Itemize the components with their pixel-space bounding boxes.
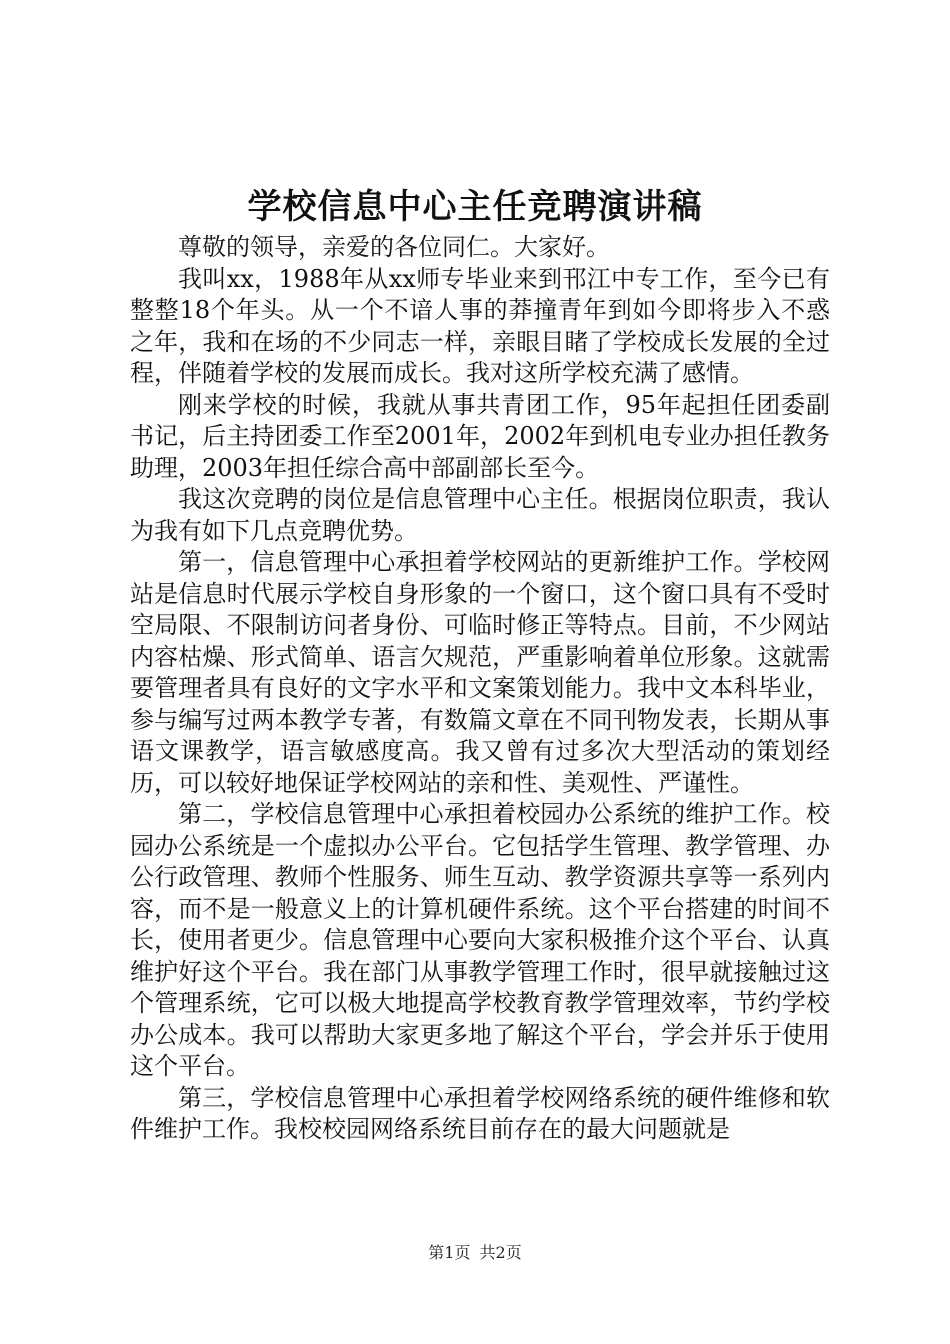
page-number: 第1页 <box>428 1243 471 1262</box>
paragraph-introduction: 我叫xx，1988年从xx师专毕业来到邗江中专工作，至今已有整整18个年头。从一个不谙人事的莽撞青年到如今即将步入不惑之年，我和在场的不少同志一样，亲眼目睹了学校成长发展的全过程，伴随着学校的发展而成长。我对这所学校充满了感情。 <box>130 264 830 387</box>
paragraph-greeting: 尊敬的领导，亲爱的各位同仁。大家好。 <box>178 233 610 261</box>
paragraph-advantage-1: 第一，信息管理中心承担着学校网站的更新维护工作。学校网站是信息时代展示学校自身形象的一个窗口，这个窗口具有不受时空局限、不限制访问者身份、可临时修正等特点。目前，不少网站内容枯燥、形式简单、语言欠规范，严重影响着单位形象。这就需要管理者具有良好的文字水平和文案策划能力。我中文本科毕业，参与编写过两本教学专著，有数篇文章在不同刊物发表，长期从事语文课教学，语言敏感度高。我又曾有过多次大型活动的策划经历，可以较好地保证学校网站的亲和性、美观性、严谨性。 <box>130 548 830 797</box>
page-footer <box>0 1243 950 1263</box>
paragraph-work-history: 刚来学校的时候，我就从事共青团工作，95年起担任团委副书记，后主持团委工作至2001年，2002年到机电专业办担任教务助理，2003年担任综合高中部副部长至今。 <box>130 390 830 482</box>
paragraph-advantage-3: 第三，学校信息管理中心承担着学校网络系统的硬件维修和软件维护工作。我校校园网络系统目前存在的最大问题就是 <box>130 1083 830 1143</box>
document-title: 学校信息中心主任竞聘演讲稿 <box>247 187 703 227</box>
paragraph-advantage-2: 第二，学校信息管理中心承担着校园办公系统的维护工作。校园办公系统是一个虚拟办公平台。它包括学生管理、教学管理、办公行政管理、教师个性服务、师生互动、教学资源共享等一系列内容，而不是一般意义上的计算机硬件系统。这个平台搭建的时间不长，使用者更少。信息管理中心要向大家积极推介这个平台、认真维护好这个平台。我在部门从事教学管理工作时，很早就接触过这个管理系统，它可以极大地提高学校教育教学管理效率，节约学校办公成本。我可以帮助大家更多地了解这个平台，学会并乐于使用这个平台。 <box>130 800 830 1080</box>
document-body <box>130 232 830 1146</box>
paragraph-position: 我这次竞聘的岗位是信息管理中心主任。根据岗位职责，我认为我有如下几点竞聘优势。 <box>130 485 830 545</box>
page-total: 共2页 <box>479 1243 522 1262</box>
